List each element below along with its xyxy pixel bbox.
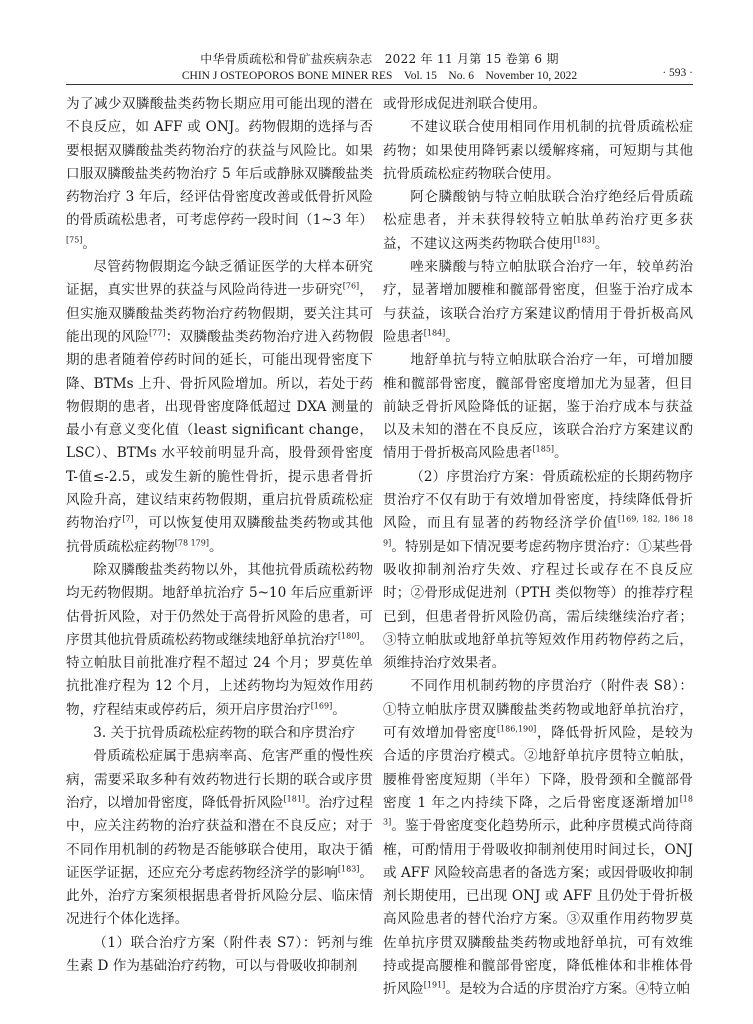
citation-ref[interactable]: [183] [383, 794, 693, 827]
paragraph [66, 256, 373, 559]
paragraph-text: 。特别是如下情况要考虑药物序贯治疗：①某些骨吸收抑制剂治疗失效、疗程过长或存在不良反应时；②骨形成促进剂（PTH 类似物等）的推荐疗程已到，但患者骨折风险仍高，需后续继续治疗者；③特立帕肽或地舒单抗等短效作用药物停药之后，须维持治疗效果者。 [383, 538, 693, 672]
paragraph-text: 3. 关于抗骨质疏松症药物的联合和序贯治疗 [93, 725, 356, 742]
citation-ref[interactable]: [191] [423, 980, 446, 990]
paragraph-text: 。治疗过程中，应关注药物的治疗获益和潜在不良反应；对于不同作用机制的药物是否能够联合使用，取决于循证医学证据，还应充分考虑药物经济学的影响 [66, 794, 374, 881]
paragraph [383, 675, 693, 1001]
journal-title-en: CHIN J OSTEOPOROS BONE MINER RES Vol. 15 No. 6 November 10, 2022 [181, 70, 578, 82]
paragraph-text: ，降低骨折风险，是较为合适的序贯治疗模式。②地舒单抗序贯特立帕肽，腰椎骨密度短期（半年）下降，股骨颈和全髋部骨密度 1 年之内持续下降，之后骨密度逐渐增加 [383, 725, 694, 811]
paragraph-text: 除双膦酸盐类药物以外，其他抗骨质疏松药物均无药物假期。地舒单抗治疗 5~10 年后应重新评估骨折风险，对于仍然处于高骨折风险的患者，可序贯其他抗骨质疏松药物或继续地舒单抗治疗 [66, 561, 373, 648]
citation-ref[interactable]: [183] [573, 235, 595, 245]
paragraph-end: 。 [445, 328, 459, 345]
citation-ref[interactable]: [186,190] [496, 724, 537, 734]
paragraph [66, 93, 373, 256]
paragraph [383, 349, 693, 465]
citation-ref[interactable]: [76] [342, 281, 360, 291]
paragraph [66, 932, 373, 979]
citation-ref[interactable]: [183] [337, 864, 360, 874]
citation-ref[interactable]: [169, 182, 186 189] [383, 514, 694, 548]
paragraph [66, 559, 373, 722]
right-column [383, 93, 693, 1002]
paragraph-text: （1）联合治疗方案（附件表 S7）：钙剂与维生素 D 作为基础治疗药物，可以与骨吸收抑制剂 [66, 934, 373, 974]
paragraph [383, 466, 693, 676]
journal-title-en-row [66, 67, 693, 83]
paragraph-text: 阿仑膦酸钠与特立帕肽联合治疗绝经后骨质疏松症患者，并未获得较特立帕肽单药治疗更多获益，不建议这两类药物联合使用 [383, 189, 693, 252]
paragraph-text: 不同作用机制药物的序贯治疗（附件表 S8）：①特立帕肽序贯双膦酸盐类药物或地舒单抗治疗，可有效增加骨密度 [383, 678, 693, 742]
paragraph-text: 地舒单抗与特立帕肽联合治疗一年，可增加腰椎和髋部骨密度，髋部骨密度增加尤为显著，但目前缺乏骨折风险降低的证据，鉴于治疗成本与获益以及未知的潜在不良反应，该联合治疗方案建议酌情用于骨折极高风险患者 [383, 352, 693, 462]
paragraph-text: 或骨形成促进剂联合使用。 [383, 96, 547, 112]
citation-ref[interactable]: [7] [122, 514, 134, 524]
paragraph [383, 256, 693, 349]
paragraph-text: 。特立帕肽目前批准疗程不超过 24 个月；罗莫佐单抗批准疗程为 12 个月，上述药物均为短效作用药物，疗程结束或停药后，须开启序贯治疗 [66, 631, 374, 718]
citation-ref[interactable]: [169] [310, 701, 333, 711]
citation-ref[interactable]: [78 179] [174, 538, 209, 548]
citation-ref[interactable]: [75] [66, 235, 83, 245]
paragraph-text: ，但实施双膦酸盐类药物治疗药物假期，要关注其可能出现的风险 [66, 282, 374, 345]
paragraph-text: ，可以恢复使用双膦酸盐类药物或其他抗骨质疏松症药物 [66, 515, 374, 555]
paragraph-text: （2）序贯治疗方案：骨质疏松症的长期药物序贯治疗不仅有助于有效增加骨密度，持续降低骨折风险，而且有显著的药物经济学价值 [383, 468, 693, 532]
citation-ref[interactable]: [185] [532, 444, 555, 454]
paragraph-text: 骨质疏松症属于患病率高、危害严重的慢性疾病，需要采取多种有效药物进行长期的联合或序贯治疗，以增加骨密度，降低骨折风险 [66, 748, 373, 811]
page-number: · 593 · [662, 67, 693, 79]
paragraph-text: 。鉴于骨密度变化趋势所示，此种序贯模式尚待商榷，可酌情用于骨吸收抑制剂使用时间过长，ONJ 或 AFF 风险较高患者的备选方案；或因骨吸收抑制剂长期使用，已出现 ONJ 或 AFF 且仍处于骨折极高风险患者的替代治疗方案。③双重作用药物罗莫佐单抗序贯双膦酸盐类药物或地舒单抗，可有效维持或提高腰椎和髋部骨密度，降低椎体和非椎体骨折风险 [383, 818, 693, 998]
paragraph-end: 。 [82, 235, 97, 252]
left-column [66, 93, 373, 978]
paragraph-text: 。此外，治疗方案须根据患者骨折风险分层、临床情况进行个体化选择。 [66, 864, 374, 928]
paragraph-end: 。 [594, 235, 609, 252]
paragraph-end: 。 [554, 445, 568, 462]
header-rule [66, 84, 693, 85]
citation-ref[interactable]: [184] [423, 328, 446, 338]
citation-ref[interactable]: [180] [337, 631, 360, 641]
citation-ref[interactable]: [77] [149, 328, 166, 338]
paragraph-text: ：双膦酸盐类药物治疗进入药物假期的患者随着停药时间的延长，可能出现骨密度下降、BTMs 上升、骨折风险增加。所以，若处于药物假期的患者，出现骨密度降低超过 DXA 测量的最小有意义变化值（least significant change，LSC）、BTMs 水平较前明显升高，股骨颈骨密度 T-值≤-2.5，或发生新的脆性骨折，提示患者骨折风险升高，建议结束药物假期，重启抗骨质疏松症药物治疗 [66, 328, 374, 532]
paragraph [383, 116, 693, 186]
paragraph-end: 。 [332, 701, 346, 718]
journal-title-cn: 中华骨质疏松和骨矿盐疾病杂志 2022 年 11 月第 15 卷第 6 期 [200, 52, 559, 66]
paragraph [66, 722, 373, 745]
paragraph-end: 。 [208, 538, 223, 555]
citation-ref[interactable]: [181] [283, 794, 306, 804]
paragraph-text: 唑来膦酸与特立帕肽联合治疗一年，较单药治疗，显著增加腰椎和髋部骨密度，但鉴于治疗成本与获益，该联合治疗方案建议酌情用于骨折极高风险患者 [383, 259, 693, 345]
paragraph-text: 不建议联合使用相同作用机制的抗骨质疏松症药物；如果使用降钙素以缓解疼痛，可短期与其他抗骨质疏松症药物联合使用。 [383, 119, 693, 182]
paragraph-text: 尽管药物假期迄今缺乏循证医学的大样本研究证据，真实世界的获益与风险尚待进一步研究 [66, 259, 373, 299]
paragraph-text: 为了减少双膦酸盐类药物长期应用可能出现的潜在不良反应，如 AFF 或 ONJ。药物假期的选择与否要根据双膦酸盐类药物治疗的获益与风险比。如果口服双膦酸盐类药物治疗 5 年后或静脉双膦酸盐类药物治疗 3 年后，经评估骨密度改善或低骨折风险的骨质疏松患者，可考虑停药一段时间（1~3 年） [66, 96, 373, 229]
paragraph [383, 186, 693, 256]
paragraph [383, 93, 693, 116]
paragraph-text: 。是较为合适的序贯治疗方案。④特立帕 [445, 981, 690, 998]
paragraph [66, 745, 373, 931]
